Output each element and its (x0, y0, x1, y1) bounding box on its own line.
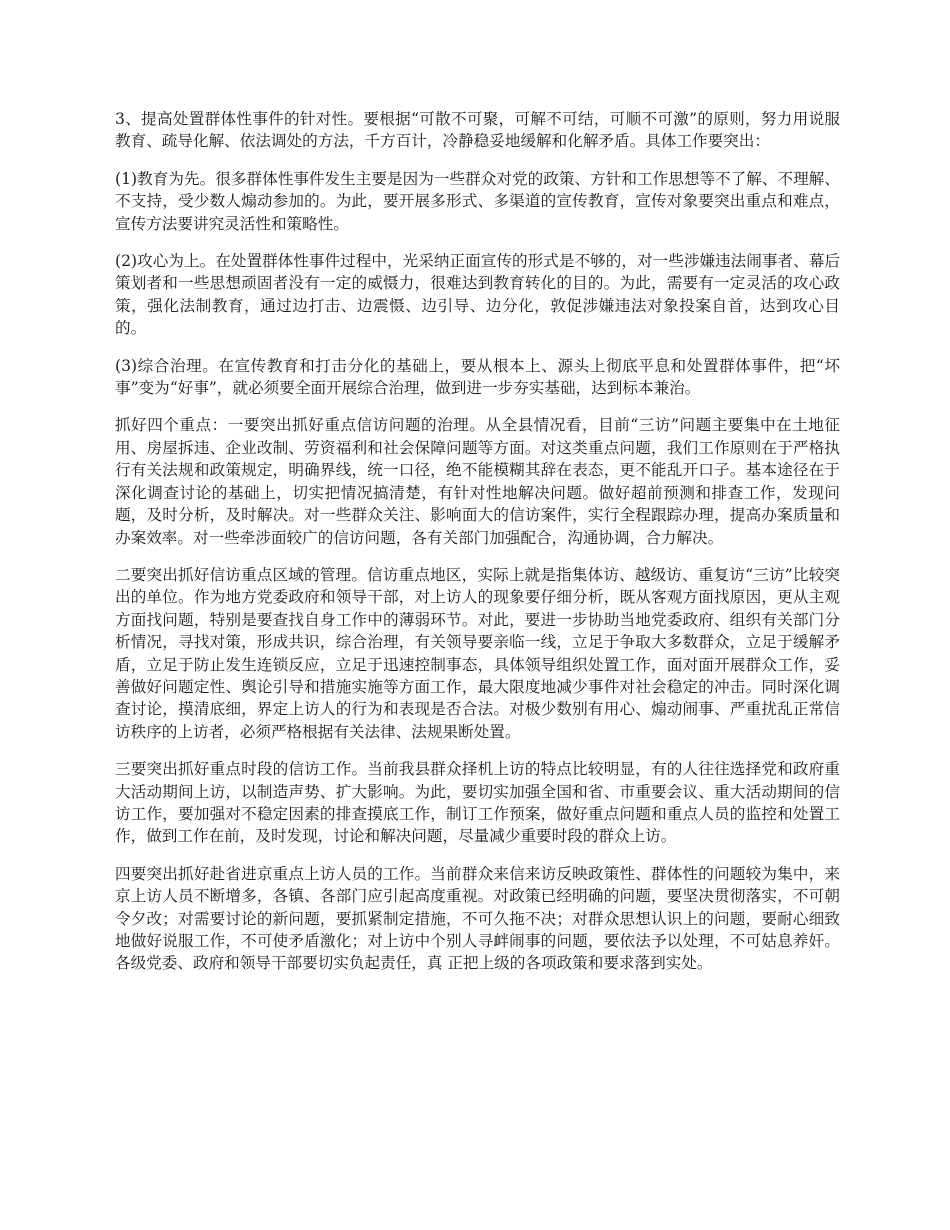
paragraph-point-3: 3、提高处置群体性事件的针对性。要根据“可散不可聚，可解不可结，可顺不可激”的原则，努力用说服教育、疏导化解、依法调处的方法，千方百计，冷静稳妥地缓解和化解矛盾。具体工作要突出： (115, 110, 840, 151)
paragraph-four-key-points: 抓好四个重点：一要突出抓好重点信访问题的治理。从全县情况看，目前“三访”问题主要集中在土地征用、房屋拆违、企业改制、劳资福利和社会保障问题等方面。对这类重点问题，我们工作原则在于严格执行有关法规和政策规定，明确界线，统一口径，绝不能模糊其辞在表态，更不能乱开口子。基本途径在于深化调查讨论的基础上，切实把情况搞清楚，有针对性地解决问题。做好超前预测和排查工作，发现问题，及时分析，及时解决。对一些群众关注、影响面大的信访案件，实行全程跟踪办理，提高办案质量和办案效率。对一些牵涉面较广的信访问题，各有关部门加强配合，沟通协调，合力解决。 (115, 416, 840, 547)
paragraph-petitioners-to-capital: 四要突出抓好赴省进京重点上访人员的工作。当前群众来信来访反映政策性、群体性的问题较为集中，来京上访人员不断增多，各镇、各部门应引起高度重视。对政策已经明确的问题，要坚决贯彻落实，不可朝令夕改；对需要讨论的新问题，要抓紧制定措施，不可久拖不决；对群众思想认识上的问题，要耐心细致地做好说服工作，不可使矛盾激化；对上访中个别人寻衅闹事的问题，要依法予以处理，不可姑息养奸。各级党委、政府和领导干部要切实负起责任，真 正把上级的各项政策和要求落到实处。 (115, 864, 840, 973)
paragraph-education-first: (1)教育为先。很多群体性事件发生主要是因为一些群众对党的政策、方针和工作思想等不了解、不理解、不支持，受少数人煽动参加的。为此，要开展多形式、多渠道的宣传教育，宣传对象要突出重点和难点，宣传方法要讲究灵活性和策略性。 (115, 169, 840, 233)
paragraph-comprehensive-governance: (3)综合治理。在宣传教育和打击分化的基础上，要从根本上、源头上彻底平息和处置群体事件，把“坏事”变为“好事”，就必须要全面开展综合治理，做到进一步夯实基础，达到标本兼治。 (115, 356, 840, 398)
document-body (115, 108, 840, 990)
paragraph-key-areas: 二要突出抓好信访重点区域的管理。信访重点地区，实际上就是指集体访、越级访、重复访“三访”比较突出的单位。作为地方党委政府和领导干部，对上访人的现象要仔细分析，既从客观方面找原因，更从主观方面找问题，特别是要查找自身工作中的薄弱环节。对此，要进一步协助当地党委政府、组织有关部门分析情况，寻找对策，形成共识，综合治理，有关领导要亲临一线，立足于争取大多数群众，立足于缓解矛盾，立足于防止发生连锁反应，立足于迅速控制事态，具体领导组织处置工作，面对面开展群众工作，妥善做好问题定性、舆论引导和措施实施等方面工作，最大限度地减少事件对社会稳定的冲击。同时深化调查讨论，摸清底细，界定上访人的行为和表现是否合法。对极少数别有用心、煽动闹事、严重扰乱正常信访秩序的上访者，必须严格根据有关法律、法规果断处置。 (115, 565, 840, 741)
paragraph-key-periods: 三要突出抓好重点时段的信访工作。当前我县群众择机上访的特点比较明显，有的人往往选择党和政府重大活动期间上访，以制造声势、扩大影响。为此，要切实加强全国和省、市重要会议、重大活动期间的信访工作，要加强对不稳定因素的排查摸底工作，制订工作预案，做好重点问题和重点人员的监控和处置工作，做到工作在前，及时发现，讨论和解决问题，尽量减少重要时段的群众上访。 (115, 760, 840, 846)
paragraph-persuasion-first: (2)攻心为上。在处置群体性事件过程中，光采纳正面宣传的形式是不够的，对一些涉嫌违法闹事者、幕后策划者和一些思想顽固者没有一定的威慑力，很难达到教育转化的目的。为此，需要有一定灵活的攻心政策，强化法制教育，通过边打击、边震慑、边引导、边分化，敦促涉嫌违法对象投案自首，达到攻心目的。 (115, 252, 840, 338)
